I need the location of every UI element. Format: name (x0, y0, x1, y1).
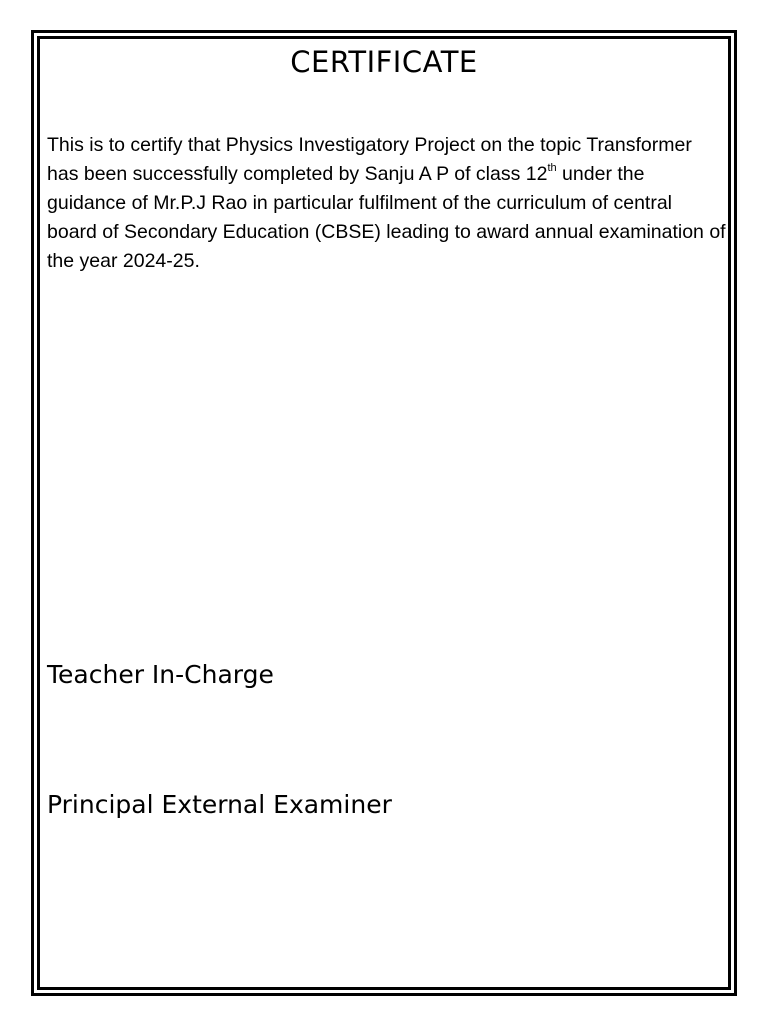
ordinal-superscript: th (547, 162, 557, 175)
paragraph-text-end: under the guidance of Mr.P.J Rao in particular fulfilment of the curriculum of central board of Secondary Education (CBSE) leading to award annual examination of the year 2024-25. (47, 163, 726, 272)
principal-examiner-signature-label: Principal External Examiner (47, 790, 392, 819)
paragraph-text-start: This is to certify that Physics Investigatory Project on the topic Transformer has been successfully completed by Sanju A P of class 12 (47, 134, 692, 185)
certificate-title: CERTIFICATE (290, 45, 478, 79)
certificate-paragraph (47, 131, 727, 276)
teacher-signature-label: Teacher In-Charge (47, 660, 274, 689)
